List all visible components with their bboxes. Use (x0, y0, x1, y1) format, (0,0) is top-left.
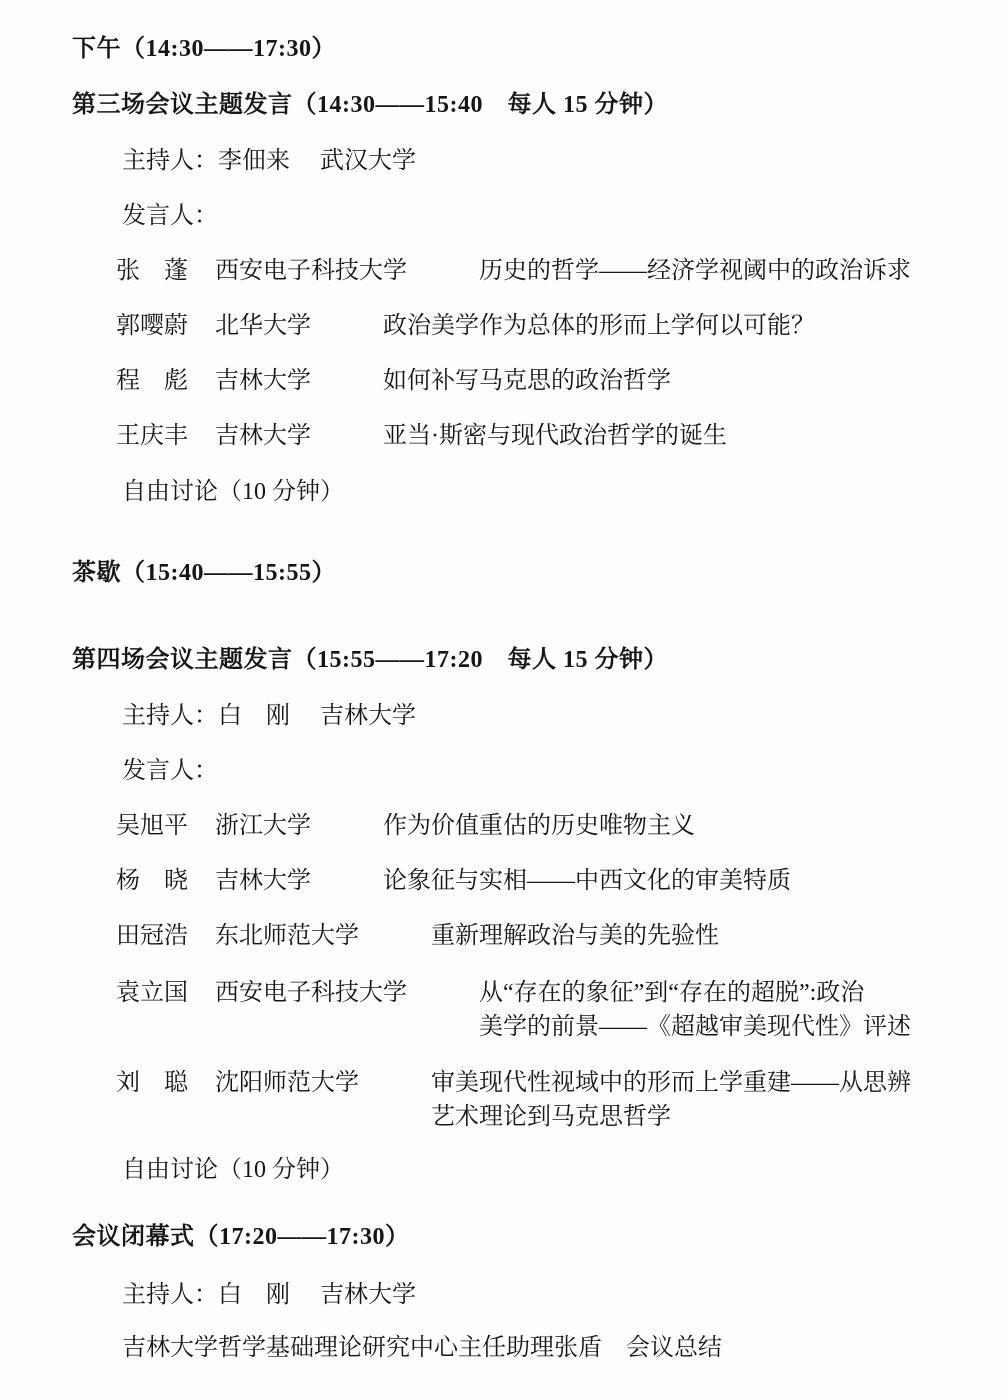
moderator-affiliation: 武汉大学 (320, 148, 416, 174)
speaker-affiliation: 吉林大学 (215, 868, 311, 894)
topic-line: 论象征与实相——中西文化的审美特质 (383, 868, 791, 894)
speaker-affiliation: 西安电子科技大学 (215, 980, 407, 1006)
speaker-row (116, 976, 1008, 1044)
speaker-row (116, 921, 1008, 951)
speaker-affiliation: 西安电子科技大学 (215, 258, 407, 284)
speaker-row (116, 1066, 1008, 1134)
speaker-topic (383, 311, 815, 341)
speaker-affiliation: 浙江大学 (215, 813, 311, 839)
session4-free-discussion: 自由讨论（10 分钟） (122, 1157, 344, 1183)
speaker-affiliation: 北华大学 (215, 313, 311, 339)
speaker-row (116, 366, 1008, 396)
afternoon-header: 下午（14:30——17:30） (72, 36, 336, 62)
topic-line: 艺术理论到马克思哲学 (431, 1104, 671, 1130)
speaker-topic (479, 256, 911, 286)
speaker-topic (479, 976, 911, 1044)
speaker-row (116, 421, 1008, 451)
speaker-name: 杨 晓 (116, 868, 188, 894)
topic-line: 亚当·斯密与现代政治哲学的诞生 (383, 423, 727, 449)
speaker-topic (383, 866, 791, 896)
topic-line: 如何补写马克思的政治哲学 (383, 368, 671, 394)
closing-summary: 吉林大学哲学基础理论研究中心主任助理张盾 会议总结 (122, 1335, 722, 1361)
closing-moderator-line (122, 1280, 1008, 1310)
topic-line: 审美现代性视域中的形而上学重建——从思辨 (431, 1070, 911, 1096)
speaker-name: 郭嘤蔚 (116, 313, 188, 339)
speaker-row (116, 811, 1008, 841)
moderator-affiliation: 吉林大学 (320, 1282, 416, 1308)
speaker-topic (383, 421, 727, 451)
session4-moderator-line (122, 701, 1008, 731)
session3-free-discussion: 自由讨论（10 分钟） (122, 479, 344, 505)
speaker-name: 张 蓬 (116, 258, 188, 284)
speaker-topic (383, 366, 671, 396)
speaker-topic (431, 1066, 911, 1134)
speaker-name: 田冠浩 (116, 923, 188, 949)
session3-title: 第三场会议主题发言（14:30——15:40 每人 15 分钟） (72, 92, 668, 118)
speaker-name: 吴旭平 (116, 813, 188, 839)
speaker-affiliation: 沈阳师范大学 (215, 1070, 359, 1096)
topic-line: 作为价值重估的历史唯物主义 (383, 813, 695, 839)
speaker-row (116, 866, 1008, 896)
speaker-name: 刘 聪 (116, 1070, 188, 1096)
moderator-name: 白 刚 (218, 703, 290, 729)
speaker-affiliation: 吉林大学 (215, 368, 311, 394)
moderator-label: 主持人： (122, 703, 218, 729)
tea-break-header: 茶歇（15:40——15:55） (72, 560, 336, 586)
moderator-name: 李佃来 (218, 148, 290, 174)
topic-line: 历史的哲学——经济学视阈中的政治诉求 (479, 258, 911, 284)
speaker-name: 袁立国 (116, 980, 188, 1006)
speaker-name: 王庆丰 (116, 423, 188, 449)
speaker-row (116, 311, 1008, 341)
speaker-row (116, 256, 1008, 286)
speaker-affiliation: 东北师范大学 (215, 923, 359, 949)
closing-title: 会议闭幕式（17:20——17:30） (72, 1224, 410, 1250)
topic-line: 从“存在的象征”到“存在的超脱”:政治 (479, 980, 865, 1006)
speaker-topic (431, 921, 719, 951)
speaker-affiliation: 吉林大学 (215, 423, 311, 449)
moderator-name: 白 刚 (218, 1282, 290, 1308)
speaker-name: 程 彪 (116, 368, 188, 394)
topic-line: 重新理解政治与美的先验性 (431, 923, 719, 949)
topic-line: 美学的前景——《超越审美现代性》评述 (479, 1014, 911, 1040)
session3-moderator-line (122, 146, 1008, 176)
session3-speakers-label: 发言人： (122, 203, 218, 229)
speaker-topic (383, 811, 695, 841)
moderator-label: 主持人： (122, 148, 218, 174)
topic-line: 政治美学作为总体的形而上学何以可能？ (383, 313, 815, 339)
moderator-affiliation: 吉林大学 (320, 703, 416, 729)
moderator-label: 主持人： (122, 1282, 218, 1308)
session4-speakers-label: 发言人： (122, 758, 218, 784)
session4-title: 第四场会议主题发言（15:55——17:20 每人 15 分钟） (72, 647, 668, 673)
